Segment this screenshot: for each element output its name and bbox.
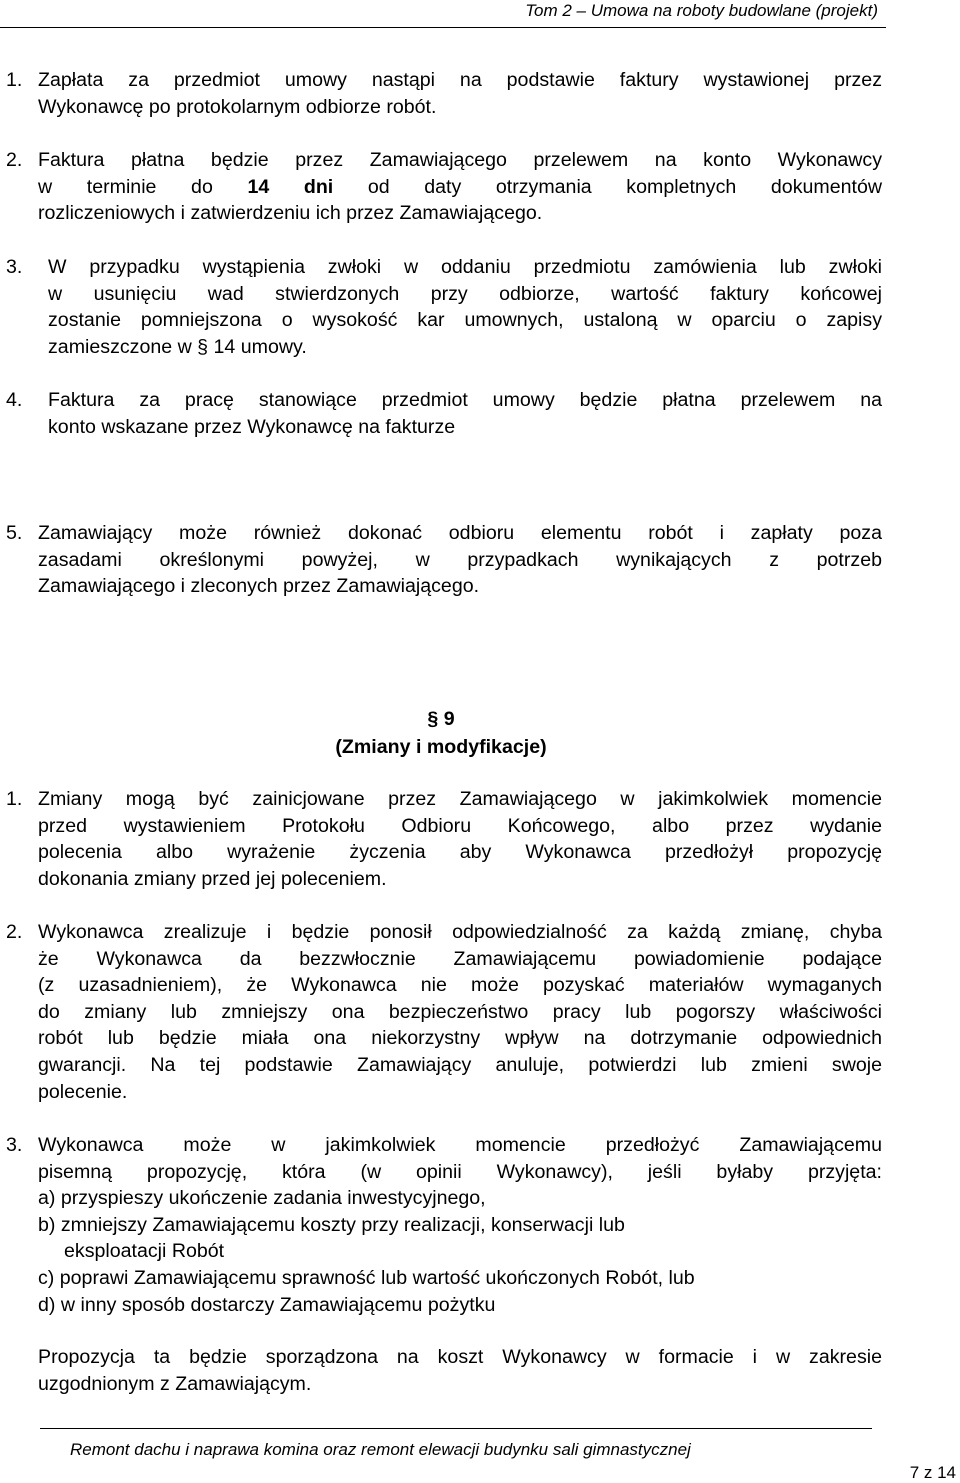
section-subheading: (Zmiany i modyfikacje) — [335, 736, 547, 758]
text-line: dokonania zmiany przed jej poleceniem. — [38, 867, 387, 890]
text-line: (z uzasadnieniem), że Wykonawca nie może pozyskać materiałów wymaganych — [38, 974, 882, 997]
payment-item-5 — [0, 520, 882, 600]
page-number: 7 z 14 — [909, 1463, 956, 1482]
footer-title: Remont dachu i naprawa komina oraz remont elewacji budynku sali gimnastycznej — [70, 1440, 691, 1459]
sub-item: c) poprawi Zamawiającemu sprawność lub wartość ukończonych Robót, lub — [38, 1266, 695, 1289]
document-header: Tom 2 – Umowa na roboty budowlane (projekt) — [525, 1, 878, 20]
text-line: przed wystawieniem Protokołu Odbioru Końcowego, albo przez wydanie — [38, 814, 882, 837]
item-number: 2. — [6, 149, 23, 171]
item-number: 3. — [6, 1134, 23, 1156]
text-line: polecenia albo wyrażenie życzenia aby Wykonawca przedłożył propozycję — [38, 841, 882, 864]
item-number: 1. — [6, 788, 23, 810]
payment-term-days: 14 dni — [247, 175, 334, 198]
text-line: zasadami określonymi powyżej, w przypadkach wynikających z potrzeb — [38, 548, 882, 571]
text-line: W przypadku wystąpienia zwłoki w oddaniu przedmiotu zamówienia lub zwłoki — [48, 256, 882, 278]
text-line: w usunięciu wad stwierdzonych przy odbiorze, wartość faktury końcowej — [48, 282, 882, 305]
text-line: konto wskazane przez Wykonawcę na fakturze — [48, 415, 456, 438]
payment-item-4 — [0, 387, 882, 440]
sub-item: b) zmniejszy Zamawiającemu koszty przy realizacji, konserwacji lub — [38, 1213, 625, 1236]
item-number: 5. — [6, 522, 23, 544]
text-line: Zmiany mogą być zainicjowane przez Zamawiającego w jakimkolwiek momencie — [38, 788, 882, 810]
sub-item: d) w inny sposób dostarczy Zamawiającemu pożytku — [38, 1293, 496, 1316]
text-line: Faktura za pracę stanowiące przedmiot umowy będzie płatna przelewem na — [48, 389, 882, 411]
sub-item-continuation: eksploatacji Robót — [64, 1240, 225, 1263]
payment-item-2 — [0, 147, 882, 227]
payment-item-3 — [0, 254, 882, 360]
text-line: zamieszczone w § 14 umowy. — [48, 335, 307, 358]
item-number: 1. — [6, 69, 23, 91]
item-number: 4. — [6, 389, 23, 411]
text-line: uzgodnionym z Zamawiającym. — [38, 1372, 312, 1395]
text-line: Wykonawcę po protokolarnym odbiorze robót. — [38, 95, 437, 118]
text-line: w terminie do 14 dni od daty otrzymania kompletnych dokumentów — [38, 175, 882, 198]
text-line: Wykonawca może w jakimkolwiek momencie przedłożyć Zamawiającemu — [38, 1134, 882, 1156]
sub-item: a) przyspieszy ukończenie zadania inwestycyjnego, — [38, 1187, 486, 1210]
text-line: do zmiany lub zmniejszy ona bezpieczeństwo pracy lub pogorszy właściwości — [38, 1000, 882, 1023]
text-line: robót lub będzie miała ona niekorzystny wpływ na dotrzymanie odpowiednich — [38, 1027, 882, 1050]
text-line: Zamawiającego i zleconych przez Zamawiającego. — [38, 575, 480, 598]
section-heading: § 9 — [427, 708, 455, 730]
text-line: polecenie. — [38, 1080, 128, 1103]
item-number: 2. — [6, 921, 23, 943]
text-line: pisemną propozycję, która (w opinii Wykonawcy), jeśli byłaby przyjęta: — [38, 1160, 882, 1183]
item-number: 3. — [6, 256, 23, 278]
footer-divider — [40, 1428, 872, 1429]
payment-item-1 — [0, 67, 882, 120]
text-line: gwarancji. Na tej podstawie Zamawiający anuluje, potwierdzi lub zmieni swoje — [38, 1053, 882, 1076]
text-line: Zamawiający może również dokonać odbioru elementu robót i zapłaty poza — [38, 522, 882, 544]
changes-item-3 — [0, 1132, 882, 1397]
header-divider — [0, 27, 886, 28]
text-line: Propozycja ta będzie sporządzona na koszt Wykonawcy w formacie i w zakresie — [38, 1346, 882, 1369]
text-line: rozliczeniowych i zatwierdzeniu ich przez Zamawiającego. — [38, 202, 543, 225]
text-line: że Wykonawca da bezzwłocznie Zamawiającemu powiadomienie podające — [38, 947, 882, 970]
text-line: zostanie pomniejszona o wysokość kar umownych, ustaloną w oparciu o zapisy — [48, 309, 882, 332]
text-line: Zapłata za przedmiot umowy nastąpi na podstawie faktury wystawionej przez — [38, 69, 882, 91]
text-line: Faktura płatna będzie przez Zamawiającego przelewem na konto Wykonawcy — [38, 149, 882, 171]
changes-item-2 — [0, 919, 882, 1105]
changes-item-1 — [0, 786, 882, 892]
text-line: Wykonawca zrealizuje i będzie ponosił odpowiedzialność za każdą zmianę, chyba — [38, 921, 882, 943]
